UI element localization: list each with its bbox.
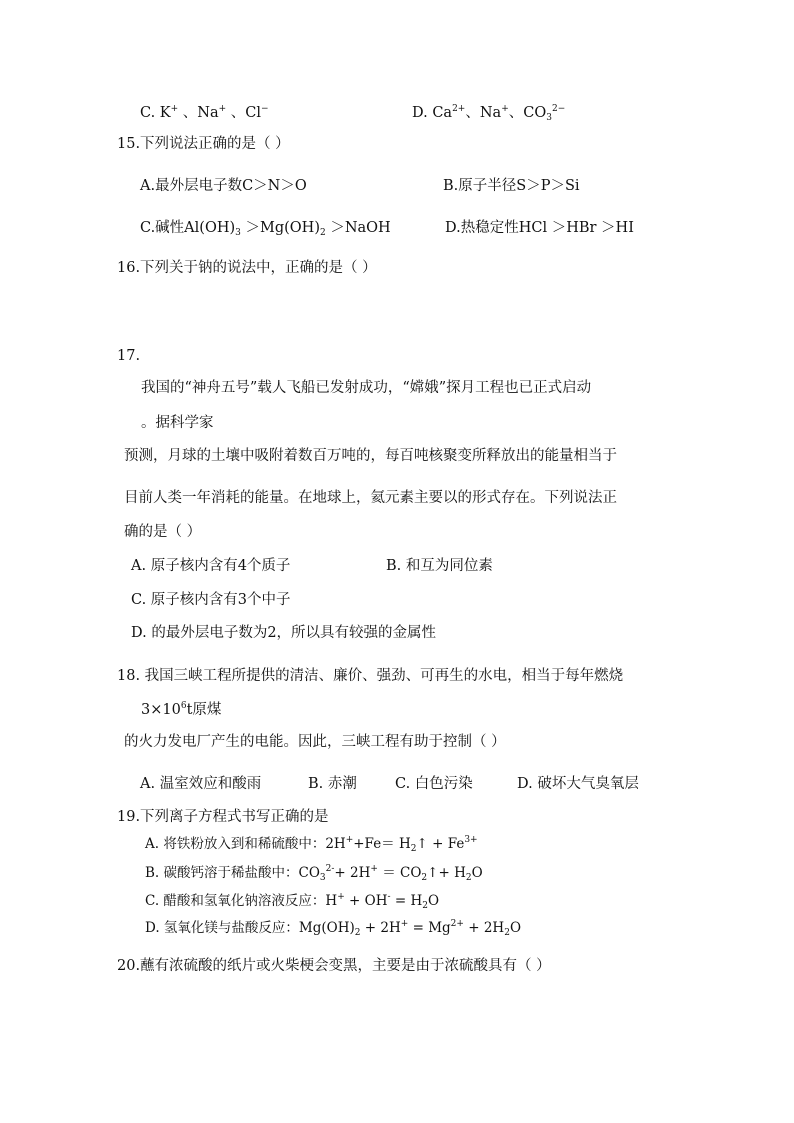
q17-stem-line-5: 确的是（ ）: [124, 524, 202, 540]
text: t原煤: [186, 702, 222, 718]
text: C. K: [140, 105, 171, 121]
superscript: 2−: [551, 104, 566, 114]
q15-option-b: B.原子半径S＞P＞Si: [443, 178, 580, 194]
q19-option-a: [145, 835, 478, 853]
text: ＞NaOH: [325, 220, 391, 236]
subscript: 2: [410, 844, 417, 854]
q18-option-d: D. 破坏大气臭氧层: [517, 776, 639, 792]
q16-stem: 16.下列关于钠的说法中，正确的是（ ）: [117, 260, 377, 276]
superscript: +: [170, 104, 179, 114]
superscript: 2-: [325, 864, 335, 874]
superscript: −: [261, 104, 269, 114]
text: 3×10: [141, 702, 181, 718]
q17-stem-line-4: 目前人类一年消耗的能量。在地球上，氦元素主要以的形式存在。下列说法正: [124, 490, 617, 506]
text: + 2H: [360, 920, 401, 936]
text: C. 醋酸和氢氧化钠溶液反应：H: [145, 893, 338, 909]
q18-option-a: A. 温室效应和酸雨: [140, 776, 262, 792]
superscript: +: [218, 104, 227, 114]
subscript: 2: [422, 901, 428, 911]
text: ↑+ H: [427, 865, 466, 881]
subscript: 2: [319, 228, 326, 238]
text: D. Ca: [412, 105, 453, 121]
text: O: [509, 920, 522, 936]
q17-option-c: C. 原子核内含有3个中子: [131, 592, 291, 608]
q19-option-c: [145, 892, 439, 910]
text: O: [471, 865, 483, 881]
q17-option-a: A. 原子核内含有4个质子: [131, 558, 291, 574]
subscript: 2: [504, 928, 510, 938]
superscript: +: [345, 835, 354, 845]
q15-option-c: [140, 219, 391, 237]
superscript: -: [387, 892, 391, 902]
text: 、CO: [508, 105, 547, 121]
q19-option-d: [145, 919, 521, 937]
q14-option-c: [140, 104, 269, 122]
q18-stem-line-2: [141, 701, 221, 719]
text: D. 氢氧化镁与盐酸反应：Mg(OH): [145, 920, 355, 936]
text: + 2H: [463, 920, 505, 936]
q17-stem-line-1: 我国的“神舟五号”载人飞船已发射成功，“嫦娥”探月工程也已正式启动: [141, 380, 592, 396]
subscript: 3: [319, 873, 326, 883]
superscript: +: [370, 864, 378, 874]
text: A. 将铁粉放入到和稀硫酸中：2H: [145, 836, 346, 852]
q15-option-a: A.最外层电子数C＞N＞O: [140, 178, 307, 194]
superscript: +: [501, 104, 509, 114]
text: 、Na: [178, 105, 219, 121]
subscript: 2: [465, 873, 472, 883]
q17-stem-line-2: 。据科学家: [141, 415, 214, 431]
q18-option-b: B. 赤潮: [308, 776, 357, 792]
text: + OH: [344, 893, 388, 909]
text: + 2H: [334, 865, 371, 881]
superscript: +: [337, 892, 345, 902]
text: C.碱性Al(OH): [140, 220, 236, 236]
text: = H: [390, 893, 423, 909]
text: B. 碳酸钙溶于稀盐酸中：CO: [145, 865, 320, 881]
q18-option-c: C. 白色污染: [395, 776, 473, 792]
subscript: 3: [235, 228, 241, 238]
q19-stem: 19.下列离子方程式书写正确的是: [117, 809, 329, 825]
subscript: 2: [421, 873, 428, 883]
q18-stem-line-1: 18. 我国三峡工程所提供的清洁、廉价、强劲、可再生的水电，相当于每年燃烧: [117, 668, 624, 684]
superscript: 6: [180, 701, 187, 711]
subscript: 3: [546, 113, 552, 123]
text: ↑ + Fe: [416, 836, 465, 852]
text: = Mg: [408, 920, 451, 936]
q14-option-d: [412, 104, 565, 122]
text: ＞Mg(OH): [240, 220, 320, 236]
superscript: +: [400, 919, 409, 929]
superscript: 3+: [464, 835, 478, 845]
superscript: 2+: [450, 919, 464, 929]
q18-stem-line-3: 的火力发电厂产生的电能。因此，三峡工程有助于控制（ ）: [124, 734, 506, 750]
q17-option-d: D. 的最外层电子数为2，所以具有较强的金属性: [131, 625, 437, 641]
text: ＝ CO: [377, 865, 422, 881]
q17-stem-line-3: 预测，月球的土壤中吸附着数百万吨的，每百吨核聚变所释放出的能量相当于: [124, 448, 617, 464]
q17-option-b: B. 和互为同位素: [386, 558, 493, 574]
q15-stem: 15.下列说法正确的是（ ）: [117, 136, 290, 152]
q15-option-d: D.热稳定性HCl ＞HBr ＞HI: [445, 220, 634, 236]
text: +Fe＝ H: [353, 836, 411, 852]
q17-number: 17.: [117, 348, 141, 364]
text: O: [427, 893, 440, 909]
q20-stem: 20.蘸有浓硫酸的纸片或火柴梗会变黑，主要是由于浓硫酸具有（ ）: [117, 958, 551, 974]
subscript: 2: [354, 928, 361, 938]
superscript: 2+: [452, 104, 466, 114]
text: 、Cl: [226, 105, 262, 121]
q19-option-b: [145, 864, 483, 882]
text: 、Na: [465, 105, 502, 121]
